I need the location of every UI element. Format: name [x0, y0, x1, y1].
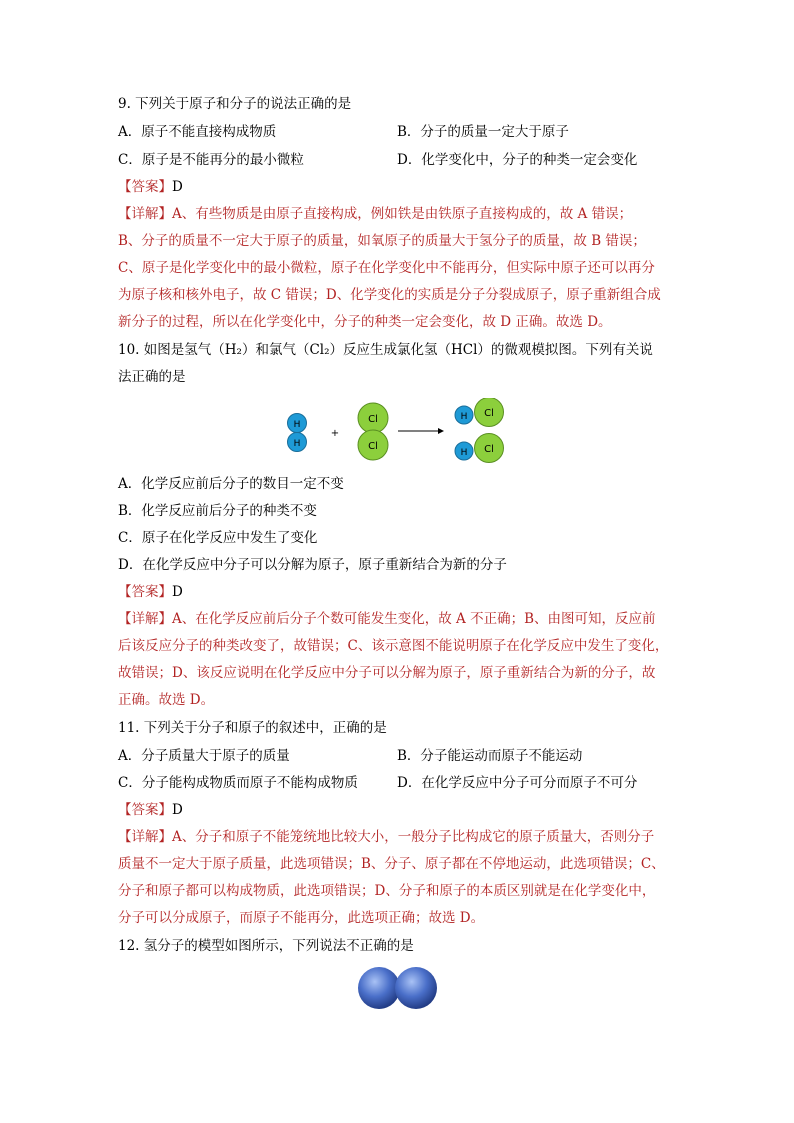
h2-molecule: [288, 414, 307, 452]
q10-stem-line-1: 10. 如图是氢气（H₂）和氯气（Cl₂）反应生成氯化氢（HCl）的微观模拟图。下列有关说: [118, 342, 653, 358]
q11-explanation-line-4: 分子可以分成原子，而原子不能再分，此选项正确；故选 D。: [118, 910, 485, 926]
hydrogen-atom-sphere: [395, 967, 437, 1009]
q11-answer-value: D: [172, 802, 183, 818]
reaction-diagram: [280, 398, 520, 468]
q9-option-a: A．原子不能直接构成物质: [118, 124, 277, 140]
q9-stem: 9. 下列关于原子和分子的说法正确的是: [118, 96, 352, 112]
q10-answer-value: D: [172, 584, 183, 600]
q11-option-c: C．分子能构成物质而原子不能构成物质: [118, 775, 358, 791]
q9-answer-label: 【答案】: [118, 179, 172, 195]
q10-answer-label: 【答案】: [118, 584, 172, 600]
q9-explain-label: 【详解】: [118, 206, 172, 222]
q10-option-b: B．化学反应前后分子的种类不变: [118, 503, 317, 519]
hcl-molecule: [455, 398, 504, 427]
cl-atom-label: Cl: [368, 414, 378, 425]
cl-atom-label: Cl: [484, 408, 494, 419]
q9-option-c: C．原子是不能再分的最小微粒: [118, 152, 304, 168]
q9-explain-text-1: A、有些物质是由原子直接构成，例如铁是由铁原子直接构成的，故 A 错误；: [172, 206, 633, 222]
q11-explanation-line-3: 分子和原子都可以构成物质，此选项错误；D、分子和原子的本质区别就是在化学变化中，: [118, 883, 656, 899]
q10-explanation-line-3: 故错误；D、该反应说明在化学反应中分子可以分解为原子，原子重新结合为新的分子，故: [118, 665, 656, 681]
q11-option-d: D．在化学反应中分子可分而原子不可分: [397, 775, 638, 791]
q10-stem-line-2: 法正确的是: [118, 369, 186, 385]
q9-explanation-line-3: C、原子是化学变化中的最小微粒，原子在化学变化中不能再分，但实际中原子还可以再分: [118, 260, 655, 276]
cl-atom-label: Cl: [368, 441, 378, 452]
hydrogen-molecule-model: [355, 965, 441, 1011]
h-atom-label: H: [293, 439, 301, 449]
q10-option-a: A．化学反应前后分子的数目一定不变: [118, 476, 344, 492]
q10-option-c: C．原子在化学反应中发生了变化: [118, 530, 318, 546]
q9-explanation-line-4: 为原子核和核外电子，故 C 错误；D、化学变化的实质是分子分裂成原子，原子重新组合成: [118, 287, 661, 303]
q10-explanation-line-1: [118, 610, 656, 628]
q11-explain-label: 【详解】: [118, 829, 172, 845]
q9-answer: [118, 178, 183, 196]
q9-explanation-line-5: 新分子的过程，所以在化学变化中，分子的种类一定会变化，故 D 正确。故选 D。: [118, 314, 612, 330]
q9-option-d: D．化学变化中，分子的种类一定会变化: [397, 152, 638, 168]
hcl-molecule: [455, 434, 504, 463]
q11-option-b: B．分子能运动而原子不能运动: [397, 748, 583, 764]
q11-option-a: A．分子质量大于原子的质量: [118, 748, 290, 764]
q10-explanation-line-2: 后该反应分子的种类改变了，故错误；C、该示意图不能说明原子在化学反应中发生了变化，: [118, 638, 669, 654]
q11-explain-text-1: A、分子和原子不能笼统地比较大小，一般分子比构成它的原子质量大，否则分子: [172, 829, 655, 845]
plus-sign: +: [330, 428, 340, 439]
q9-option-b: B．分子的质量一定大于原子: [397, 124, 569, 140]
q10-explanation-line-4: 正确。故选 D。: [118, 692, 215, 708]
q9-answer-value: D: [172, 179, 183, 195]
h-atom-label: H: [460, 448, 468, 458]
q11-answer: [118, 801, 183, 819]
q9-explanation-line-1: [118, 205, 632, 223]
cl-atom-label: Cl: [484, 444, 494, 455]
q11-answer-label: 【答案】: [118, 802, 172, 818]
q12-stem: 12. 氢分子的模型如图所示，下列说法不正确的是: [118, 938, 414, 954]
h-atom-label: H: [293, 420, 301, 430]
q11-explanation-line-1: [118, 828, 654, 846]
q9-explanation-line-2: B、分子的质量不一定大于原子的质量，如氧原子的质量大于氢分子的质量，故 B 错误；: [118, 233, 646, 249]
q10-option-d: D．在化学反应中分子可以分解为原子，原子重新结合为新的分子: [118, 557, 507, 573]
q10-answer: [118, 583, 183, 601]
hydrogen-atom-sphere: [358, 967, 400, 1009]
q11-stem: 11. 下列关于分子和原子的叙述中，正确的是: [118, 720, 387, 736]
h-atom-label: H: [460, 412, 468, 422]
reaction-arrow: [398, 428, 444, 434]
cl2-molecule: [358, 403, 388, 460]
q10-explain-label: 【详解】: [118, 611, 172, 627]
q11-explanation-line-2: 质量不一定大于原子质量，此选项错误；B、分子、原子都在不停地运动，此选项错误；C、: [118, 856, 665, 872]
q10-explain-text-1: A、在化学反应前后分子个数可能发生变化，故 A 不正确；B、由图可知，反应前: [172, 611, 656, 627]
